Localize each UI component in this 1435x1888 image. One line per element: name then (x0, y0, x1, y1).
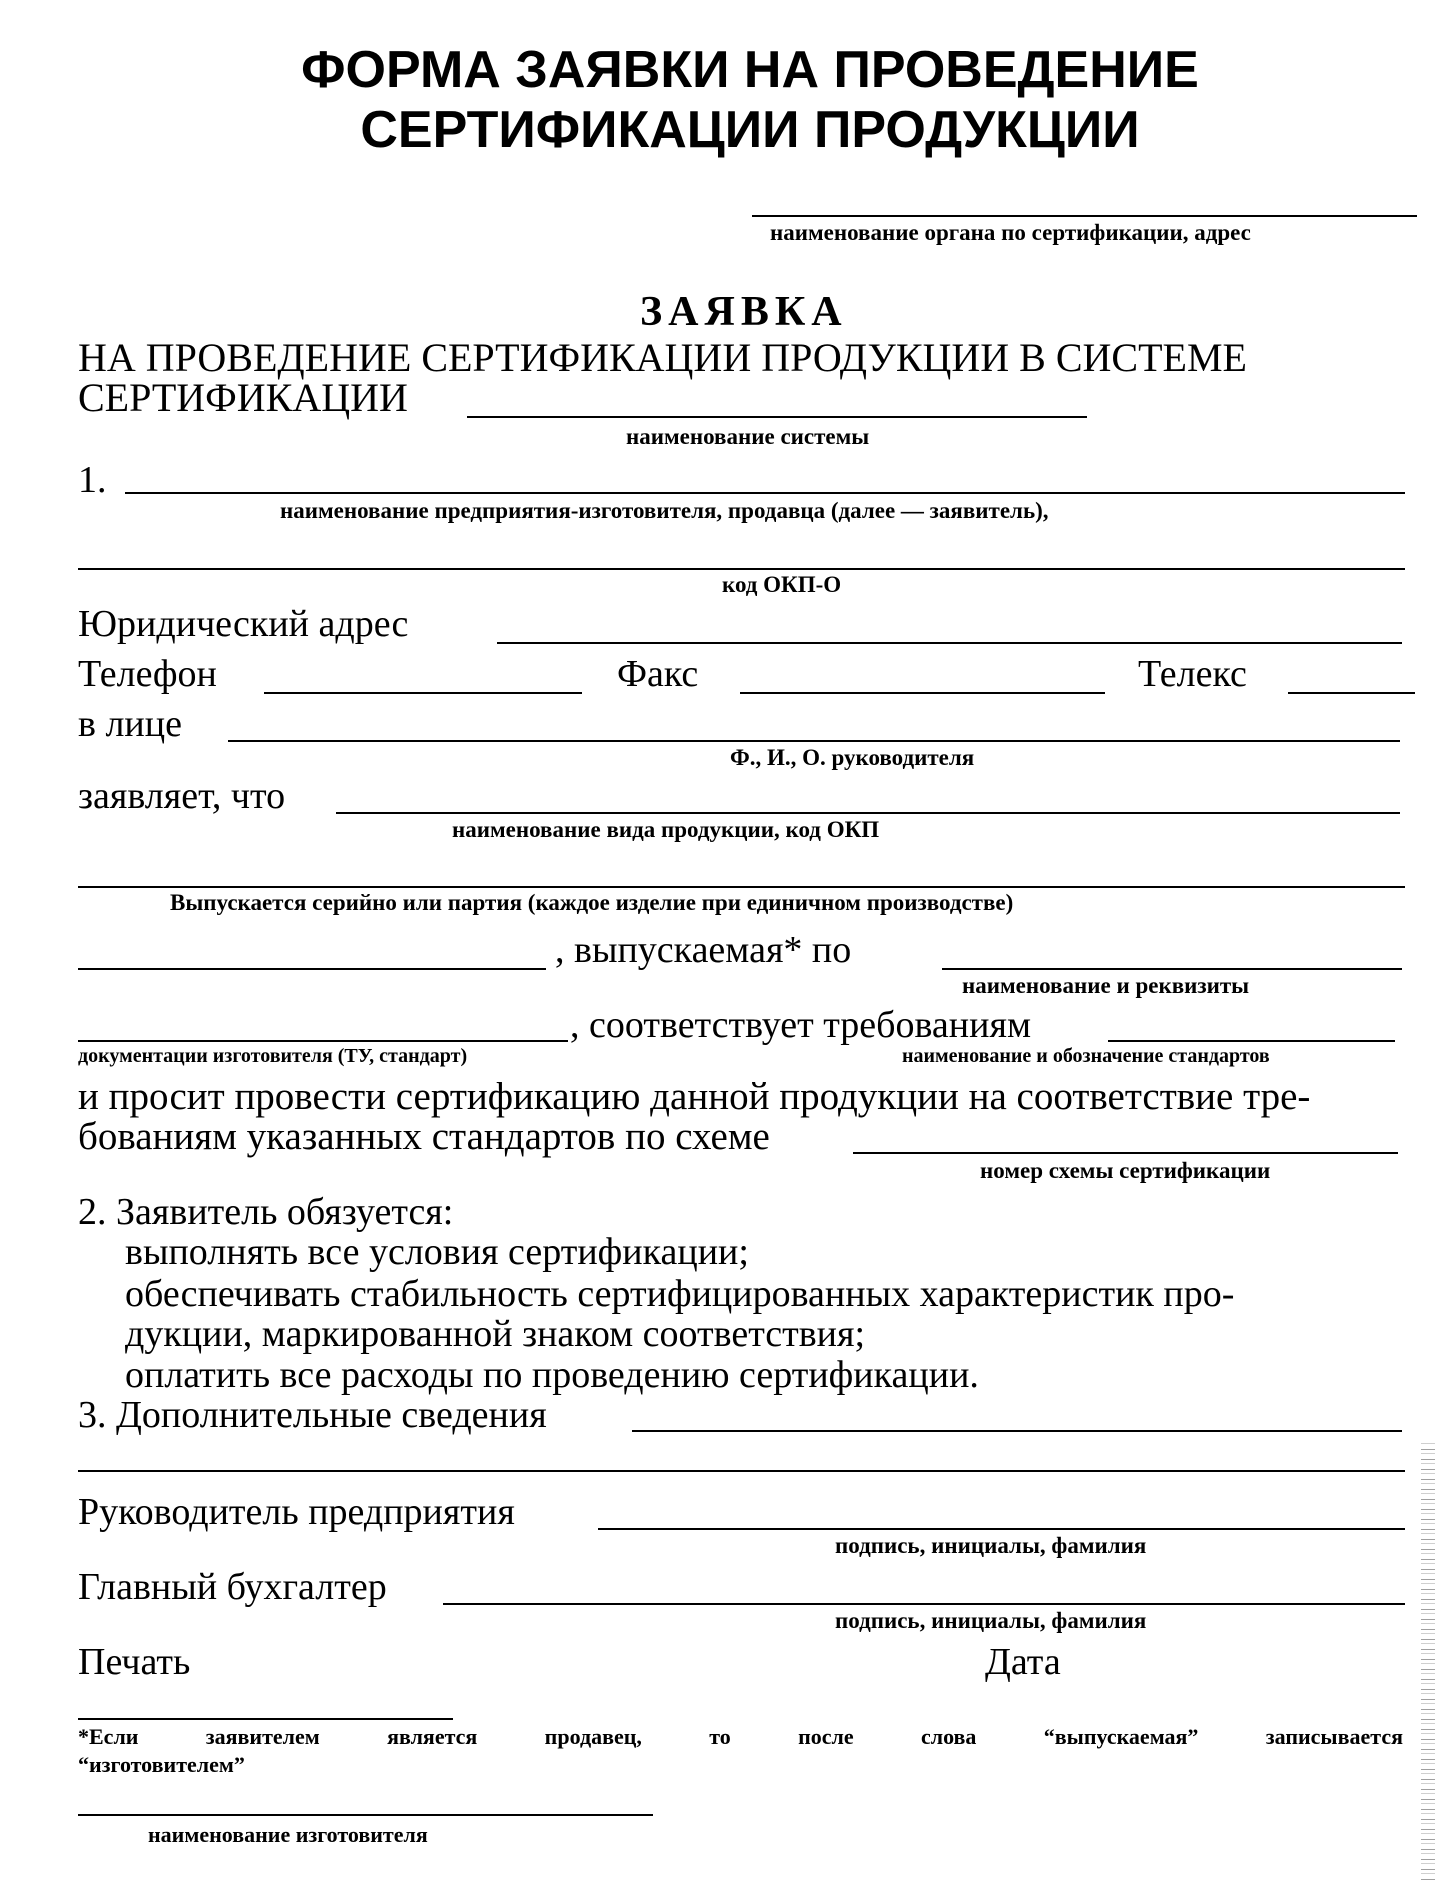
scheme-field[interactable] (853, 1152, 1398, 1154)
requisites-field[interactable] (942, 968, 1402, 970)
date-label: Дата (985, 1641, 1061, 1683)
standards-field[interactable] (1108, 1040, 1395, 1042)
okpo-field[interactable] (78, 568, 1405, 570)
phone-field[interactable] (264, 692, 582, 694)
product-field-2[interactable] (78, 886, 1405, 888)
footnote-word: *Если (78, 1724, 139, 1749)
docs-caption: документации изготовителя (ТУ, стандарт) (78, 1045, 468, 1067)
enterprise-caption: наименование предприятия-изготовителя, продавца (далее — заявитель), (280, 498, 1049, 523)
legal-address-field[interactable] (497, 642, 1402, 644)
item2-line2a: обеспечивать стабильность сертифицированных характеристик про- (125, 1273, 1235, 1315)
batch-caption: Выпускается серийно или партия (каждое изделие при единичном производстве) (170, 890, 1014, 915)
application-heading: ЗАЯВКА (640, 289, 848, 335)
product-caption: наименование вида продукции, код ОКП (452, 817, 880, 842)
footnote-word: то (709, 1724, 731, 1749)
okpo-caption: код ОКП-О (722, 572, 842, 597)
fax-field[interactable] (740, 692, 1105, 694)
system-caption: наименование системы (626, 424, 870, 449)
item2-line1: выполнять все условия сертификации; (125, 1231, 749, 1273)
accountant-label: Главный бухгалтер (78, 1566, 387, 1608)
footnote-word: “выпускаемая” (1043, 1724, 1199, 1749)
product-field[interactable] (336, 812, 1400, 814)
system-field[interactable] (467, 416, 1087, 418)
footnote-divider (78, 1718, 453, 1720)
head-caption: Ф., И., О. руководителя (730, 745, 975, 770)
legal-address-label: Юридический адрес (78, 603, 409, 645)
docs-field[interactable] (78, 1040, 568, 1042)
item2-title: 2. Заявитель обязуется: (78, 1191, 454, 1233)
item2-line3: оплатить все расходы по проведению сертификации. (125, 1354, 979, 1396)
produced-by-label: , выпускаемая* по (555, 929, 852, 971)
phone-label: Телефон (78, 653, 217, 695)
item3-title: 3. Дополнительные сведения (78, 1394, 547, 1436)
footnote-word: записывается (1265, 1724, 1403, 1749)
director-signature-field[interactable] (598, 1528, 1405, 1530)
enterprise-field[interactable] (125, 492, 1405, 494)
footnote-word: слова (920, 1724, 977, 1749)
produced-field[interactable] (78, 968, 546, 970)
footnote-word: заявителем (205, 1724, 320, 1749)
standards-caption: наименование и обозначение стандартов (902, 1045, 1270, 1067)
item2-line2b: дукции, маркированной знаком соответствия; (125, 1313, 866, 1355)
declares-label: заявляет, что (78, 775, 286, 817)
request-line2: бованиям указанных стандартов по схеме (78, 1115, 770, 1158)
director-caption: подпись, инициалы, фамилия (835, 1533, 1147, 1558)
additional-info-field-2[interactable] (78, 1470, 1405, 1472)
in-person-label: в лице (78, 703, 182, 745)
item1-number: 1. (78, 459, 107, 501)
footnote-word: после (798, 1724, 854, 1749)
maker-field[interactable] (78, 1814, 653, 1816)
footnote-line2: “изготовителем” (78, 1752, 245, 1777)
subheading-line2: СЕРТИФИКАЦИИ (78, 375, 408, 420)
telex-label: Телекс (1138, 653, 1247, 695)
director-label: Руководитель предприятия (78, 1491, 515, 1533)
requisites-caption: наименование и реквизиты (962, 973, 1250, 998)
form-title-line2: СЕРТИФИКАЦИИ ПРОДУКЦИИ (360, 101, 1140, 159)
request-line1: и просит провести сертификацию данной продукции на соответствие тре- (78, 1075, 1311, 1118)
head-field[interactable] (228, 740, 1400, 742)
footnote-word: является (387, 1724, 478, 1749)
form-title-line1: ФОРМА ЗАЯВКИ НА ПРОВЕДЕНИЕ (301, 41, 1199, 99)
scheme-caption: номер схемы сертификации (980, 1158, 1271, 1183)
fax-label: Факс (617, 653, 699, 695)
additional-info-field[interactable] (632, 1430, 1402, 1432)
organ-caption: наименование органа по сертификации, адрес (770, 220, 1251, 245)
accountant-signature-field[interactable] (443, 1603, 1405, 1605)
stamp-label: Печать (78, 1641, 191, 1683)
organ-field[interactable] (752, 215, 1417, 217)
subheading-line1: НА ПРОВЕДЕНИЕ СЕРТИФИКАЦИИ ПРОДУКЦИИ В СИСТЕМЕ (78, 335, 1247, 380)
footnote-word: продавец, (544, 1724, 642, 1749)
complies-label: , соответствует требованиям (570, 1004, 1031, 1046)
telex-field[interactable] (1288, 692, 1415, 694)
maker-caption: наименование изготовителя (148, 1822, 428, 1847)
footnote-line1 (78, 1724, 1403, 1750)
accountant-caption: подпись, инициалы, фамилия (835, 1608, 1147, 1633)
scan-edge-artifact (1421, 1440, 1435, 1880)
